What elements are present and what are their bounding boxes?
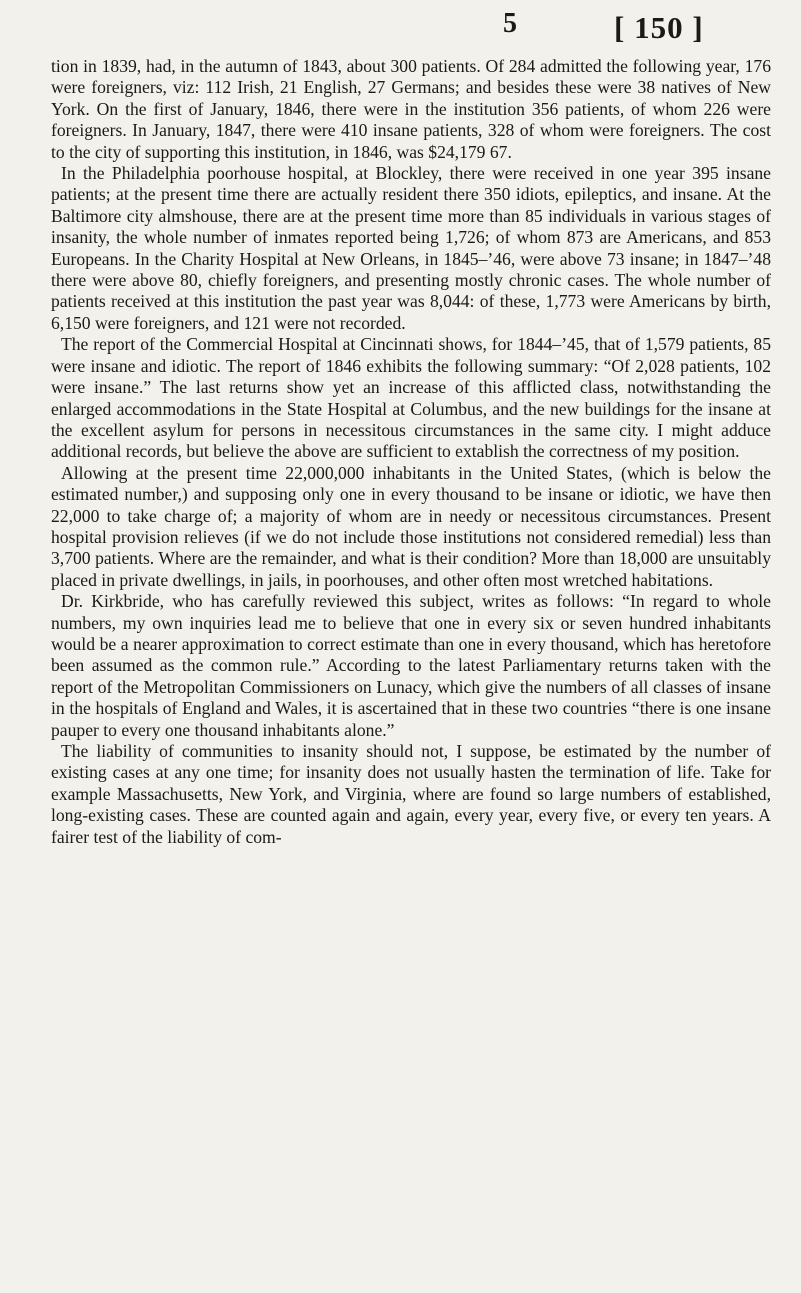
paragraph: The liability of communities to insanity should not, I suppose, be estimated by the number of existing cases at any one time; for insanity does not usually hasten the termination of life. Take for example Massachusetts, New York, and Virginia, where are found so large numbers of established, long-existing cases. These are counted again and again, every year, every five, or every ten years. A fairer test of the liability of com- <box>51 741 771 847</box>
paragraph: In the Philadelphia poorhouse hospital, at Blockley, there were received in one year 395 insane patients; at the present time there are actually resident there 350 idiots, epileptics, and insane. At the Baltimore city almshouse, there are at the present time more than 85 individuals in various stages of insanity, the whole number of inmates reported being 1,726; of whom 873 are Americans, and 853 Europeans. In the Charity Hospital at New Orleans, in 1845–’46, were above 73 insane; in 1847–’48 there were above 80, chiefly foreigners, and presenting mostly chronic cases. The whole number of patients received at this institution the past year was 8,044: of these, 1,773 were Americans by birth, 6,150 were foreigners, and 121 were not recorded. <box>51 163 771 333</box>
signature-mark: 5 <box>503 8 517 39</box>
page-header <box>51 0 771 56</box>
page-number: [ 150 ] <box>614 10 704 45</box>
paragraph: Allowing at the present time 22,000,000 inhabitants in the United States, (which is below the estimated number,) and supposing only one in every thousand to be insane or idiotic, we have then 22,000 to take charge of; a majority of whom are in needy or necessitous circumstances. Present hospital provision relieves (if we do not include those institutions not considered remedial) less than 3,700 patients. Where are the remainder, and what is their condition? More than 18,000 are unsuitably placed in private dwellings, in jails, in poorhouses, and other often most wretched habitations. <box>51 462 771 590</box>
paragraph: Dr. Kirkbride, who has carefully reviewed this subject, writes as follows: “In regard to whole numbers, my own inquiries lead me to believe that one in every six or seven hundred inhabitants would be a nearer approximation to correct estimate than one in every thousand, which has heretofore been assumed as the common rule.” According to the latest Parliamentary returns taken with the report of the Metropolitan Commissioners on Lunacy, which give the numbers of all classes of insane in the hospitals of England and Wales, it is ascertained that in these two countries “there is one insane pauper to every one thousand inhabitants alone.” <box>51 591 771 740</box>
paragraph: tion in 1839, had, in the autumn of 1843, about 300 patients. Of 284 admitted the following year, 176 were foreigners, viz: 112 Irish, 21 English, 27 Germans; and besides these were 38 natives of New York. On the first of January, 1846, there were in the institution 356 patients, of whom 226 were foreigners. In January, 1847, there were 410 insane patients, 328 of whom were foreigners. The cost to the city of supporting this institution, in 1846, was $24,179 67. <box>51 56 771 162</box>
paragraph: The report of the Commercial Hospital at Cincinnati shows, for 1844–’45, that of 1,579 patients, 85 were insane and idiotic. The report of 1846 exhibits the following summary: “Of 2,028 patients, 102 were insane.” The last returns show yet an increase of this afflicted class, notwithstanding the enlarged accommodations in the State Hospital at Columbus, and the new buildings for the insane at the excellent asylum for persons in necessitous circumstances in the same city. I might adduce additional records, but believe the above are sufficient to extablish the correctness of my position. <box>51 334 771 462</box>
body-text <box>51 56 771 848</box>
